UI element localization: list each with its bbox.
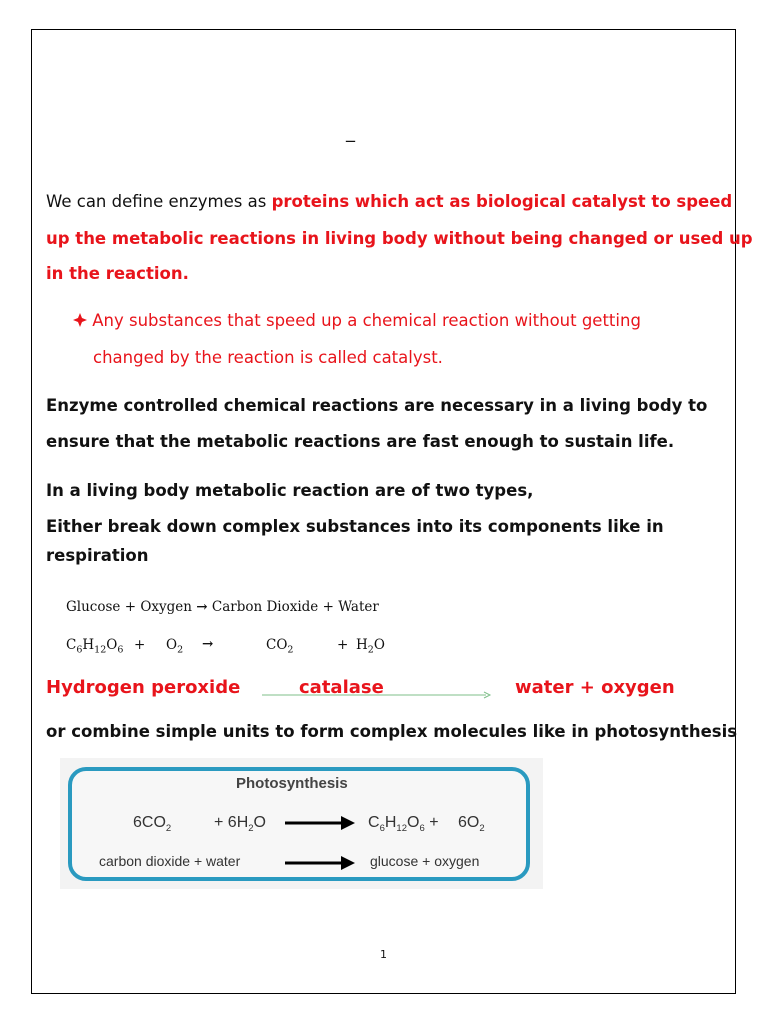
- word-oxygen: Oxygen: [140, 599, 192, 615]
- peroxide-products: water + oxygen: [515, 677, 675, 698]
- formula-glucose: $C_6H_{12}O_6$: [66, 637, 124, 656]
- formula-plus-1: +: [134, 637, 146, 653]
- arrow-icon: →: [196, 599, 208, 615]
- enzyme-para-line-2: ensure that the metabolic reactions are fast enough to sustain life.: [46, 432, 675, 451]
- definition-line-1: [46, 192, 732, 211]
- word-glucose: Glucose: [66, 599, 121, 615]
- bullet-text-2: changed by the reaction is called catalyst.: [93, 348, 443, 367]
- definition-highlight-1: proteins which act as biological catalyst to speed: [271, 192, 733, 211]
- breakdown-line-1: Either break down complex substances into its components like in: [46, 517, 664, 536]
- word-water: Water: [338, 599, 379, 615]
- arrow-icon: →: [202, 636, 214, 652]
- ph-h2o: + $6H_2O$: [214, 814, 266, 835]
- formula-plus-2: +: [337, 637, 349, 653]
- definition-intro: We can define enzymes as: [46, 192, 272, 211]
- word-carbon-dioxide: Carbon Dioxide: [211, 599, 319, 615]
- respiration-word-equation: [66, 599, 379, 615]
- peroxide-reactant: Hydrogen peroxide: [46, 677, 241, 698]
- bullet-text-1: Any substances that speed up a chemical reaction without getting: [92, 311, 641, 330]
- peroxide-enzyme: catalase: [299, 677, 384, 698]
- bullet-item: [73, 311, 641, 330]
- ph-o2: $6O_2$: [458, 814, 485, 835]
- types-para: In a living body metabolic reaction are of two types,: [46, 481, 534, 500]
- ph-co2: $6CO_2$: [133, 814, 172, 835]
- word-plus-2: +: [322, 599, 334, 615]
- formula-oxygen: $O_2$: [166, 637, 184, 656]
- ph-glucose: $C_6H_{12}O_6$ +: [368, 814, 439, 835]
- diamond-bullet-icon: [73, 313, 87, 327]
- definition-line-2: up the metabolic reactions in living body without being changed or used up: [46, 229, 753, 248]
- page-number: 1: [380, 948, 387, 961]
- enzyme-para-line-1: Enzyme controlled chemical reactions are necessary in a living body to: [46, 396, 708, 415]
- photosynthesis-title: Photosynthesis: [236, 775, 348, 792]
- formula-water: $H_2O$: [356, 637, 385, 656]
- arrow-icon: [285, 814, 357, 832]
- definition-line-3: in the reaction.: [46, 264, 189, 283]
- word-plus-1: +: [124, 599, 137, 615]
- formula-co2: $CO_2$: [266, 637, 294, 656]
- title-dash: _: [346, 122, 355, 143]
- ph-words-right: glucose + oxygen: [370, 853, 480, 869]
- ph-words-left: carbon dioxide + water: [99, 853, 241, 869]
- combine-para: or combine simple units to form complex molecules like in photosynthesis: [46, 722, 738, 741]
- arrow-icon: [285, 854, 357, 872]
- breakdown-line-2: respiration: [46, 546, 149, 565]
- reaction-arrow-icon: [262, 689, 492, 701]
